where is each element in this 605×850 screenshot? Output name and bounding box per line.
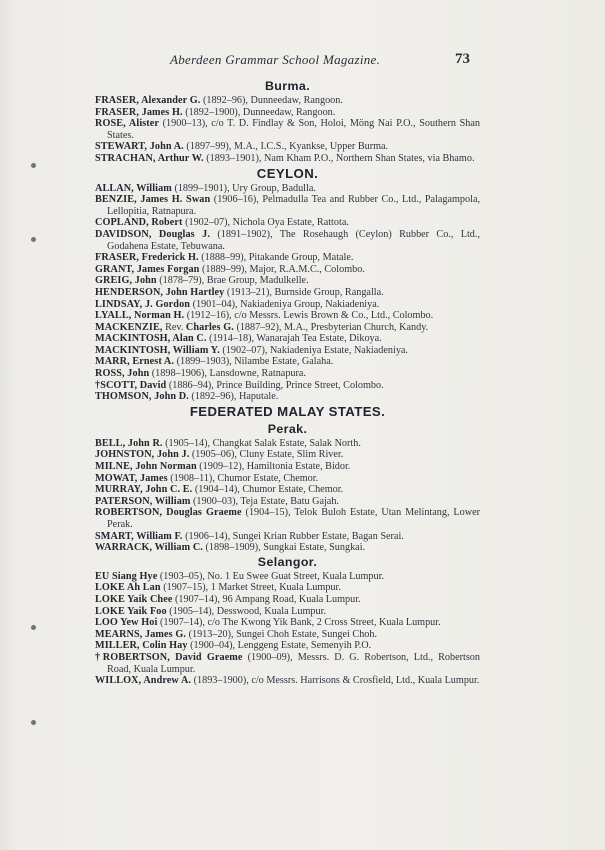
directory-entry [95, 299, 480, 311]
section-heading: Selangor. [257, 554, 318, 569]
directory-entry [95, 264, 480, 276]
directory-entry [95, 380, 480, 392]
page-number: 73 [455, 51, 470, 67]
entry-name: DAVIDSON, Douglas J. [95, 228, 211, 240]
directory-entry [95, 310, 480, 322]
entry-name: MILLER, Colin Hay [95, 640, 188, 652]
entry-details: Rev. [162, 321, 186, 333]
margin-mark [31, 163, 36, 168]
entry-name: †SCOTT, David [95, 379, 167, 391]
entry-name: Charles G. [185, 321, 234, 333]
entry-details: (1892–96), Haputale. [188, 391, 279, 403]
entry-name: MILNE, John Norman [95, 461, 197, 473]
entry-details: (1892–1900), Dunneedaw, Rangoon. [182, 106, 336, 118]
directory-entry [95, 473, 480, 485]
entry-details: (1903–05), No. 1 Eu Swee Guat Street, Kuala Lumpur. [157, 570, 384, 582]
directory-entry [95, 322, 480, 334]
directory-entry [95, 582, 480, 594]
entry-details: (1900–03), Teja Estate, Batu Gajah. [190, 495, 339, 507]
entry-details: (1900–04), Lenggeng Estate, Semenyih P.O. [187, 640, 372, 652]
entry-details: (1914–18), Wanarajah Tea Estate, Dikoya. [206, 333, 382, 345]
entry-name: MOWAT, James [95, 472, 168, 484]
directory-entry [95, 252, 480, 264]
entry-name: FRASER, Alexander G. [95, 95, 201, 106]
directory-entry [95, 629, 480, 641]
entry-details: (1900–13), c/o T. D. Findlay & Son, Holoi, Möng Nai P.O., Southern Shan States. [107, 118, 480, 141]
entry-name: SMART, William F. [95, 530, 183, 542]
margin-mark [31, 625, 36, 630]
entry-name: GRANT, James Forgan [95, 263, 200, 275]
entry-details: (1898–1909), Sungkai Estate, Sungkai. [202, 542, 366, 554]
directory-entry [95, 542, 480, 554]
directory-entry [95, 229, 480, 252]
entry-name: JOHNSTON, John J. [95, 449, 190, 461]
entry-name: LOKE Yaik Chee [95, 593, 173, 605]
entry-name: ROSS, John [95, 368, 150, 380]
entry-details: (1913–21), Burnside Group, Rangalla. [224, 286, 384, 298]
page-header [0, 52, 605, 70]
entry-name: STEWART, John A. [95, 141, 184, 153]
entry-name: †ROBERTSON, David Graeme [95, 651, 243, 663]
entry-details: (1899–1901), Ury Group, Badulla. [171, 182, 316, 194]
entry-name: WILLOX, Andrew A. [95, 675, 192, 687]
entry-name: EU Siang Hye [95, 570, 158, 582]
entry-name: COPLAND, Robert [95, 217, 183, 229]
entry-name: WARRACK, William C. [95, 542, 203, 554]
entry-name: ROBERTSON, Douglas Graeme [95, 507, 242, 519]
entry-name: MACKINTOSH, Alan C. [95, 333, 207, 345]
directory-entry [95, 438, 480, 450]
entry-name: BENZIE, James H. Swan [95, 194, 211, 206]
directory-entry [95, 194, 480, 217]
entry-details: (1904–15), Telok Buloh Estate, Utan Melintang, Lower Perak. [107, 507, 480, 530]
directory-entry [95, 141, 480, 153]
section [95, 403, 480, 421]
directory-entry [95, 368, 480, 380]
section [95, 165, 480, 403]
magazine-title: Aberdeen Grammar School Magazine. [170, 52, 381, 67]
entry-details: (1902–07), Nichola Oya Estate, Rattota. [182, 217, 349, 229]
entry-name: MACKENZIE, [95, 321, 163, 333]
entry-details: (1892–96), Dunneedaw, Rangoon. [200, 95, 343, 106]
entry-name: LINDSAY, J. Gordon [95, 298, 191, 310]
directory-entry [95, 484, 480, 496]
entry-details: (1888–99), Pitakande Group, Matale. [198, 252, 354, 264]
entry-details: (1900–09), Messrs. D. G. Robertson, Ltd., Robertson Road, Kuala Lumpur. [107, 651, 480, 675]
section-heading: Perak. [267, 421, 308, 436]
directory-entry [95, 107, 480, 119]
directory-entry [95, 217, 480, 229]
entry-details: (1899–1903), Nilambe Estate, Galaha. [174, 356, 334, 368]
entry-details: (1898–1906), Lansdowne, Ratnapura. [149, 368, 306, 380]
entry-details: (1891–1902), The Rosehaugh (Ceylon) Rubber Co., Ltd., Godahena Estate, Tebuwana. [107, 228, 480, 252]
section [95, 421, 480, 554]
entry-details: (1913–20), Sungei Choh Estate, Sungei Choh. [186, 628, 378, 640]
entry-details: (1908–11), Chumor Estate, Chemor. [167, 472, 319, 484]
entry-details: (1906–14), Sungei Krian Rubber Estate, Bagan Serai. [182, 530, 404, 542]
margin-mark [31, 237, 36, 242]
entry-details: (1897–99), M.A., I.C.S., Kyankse, Upper Burma. [183, 141, 389, 153]
entry-details: (1901–04), Nakiadeniya Group, Nakiadeniya. [190, 298, 380, 310]
entry-details: (1904–14), Chumor Estate, Chemor. [192, 484, 344, 496]
directory-entry [95, 333, 480, 345]
section [95, 78, 480, 165]
entry-name: FRASER, James H. [95, 106, 183, 118]
directory-entry [95, 617, 480, 629]
directory-entry [95, 356, 480, 368]
directory-entry [95, 345, 480, 357]
directory-entry [95, 391, 480, 403]
margin-mark [31, 720, 36, 725]
entry-details: (1905–06), Cluny Estate, Slim River. [189, 449, 344, 461]
entry-details: (1902–07), Nakiadeniya Estate, Nakiadeniya. [219, 344, 408, 356]
directory-entry [95, 675, 480, 687]
entry-details: (1878–79), Brae Group, Madulkelle. [156, 275, 309, 287]
directory-entry [95, 449, 480, 461]
directory-entry [95, 571, 480, 583]
section-heading: FEDERATED MALAY STATES. [189, 403, 386, 419]
entry-name: ROSE, Alister [95, 118, 160, 130]
entry-name: LOKE Ah Lan [95, 582, 161, 594]
entry-details: (1905–14), Changkat Salak Estate, Salak North. [162, 437, 361, 449]
entry-details: (1893–1900), c/o Messrs. Harrisons & Crosfield, Ltd., Kuala Lumpur. [191, 675, 480, 687]
entry-details: (1886–94), Prince Building, Prince Street, Colombo. [166, 379, 384, 391]
entry-name: ALLAN, William [95, 182, 172, 194]
directory-entry [95, 183, 480, 195]
entry-details: (1889–99), Major, R.A.M.C., Colombo. [199, 263, 365, 275]
directory-entry [95, 118, 480, 141]
entry-name: MACKINTOSH, William Y. [95, 344, 220, 356]
directory-list [95, 78, 480, 687]
directory-entry [95, 95, 480, 107]
entry-name: FRASER, Frederick H. [95, 252, 199, 264]
entry-details: (1905–14), Desswood, Kuala Lumpur. [166, 605, 326, 617]
entry-name: BELL, John R. [95, 437, 163, 449]
directory-entry [95, 496, 480, 508]
entry-details: (1907–14), c/o The Kwong Yik Bank, 2 Cross Street, Kuala Lumpur. [157, 617, 441, 629]
directory-entry [95, 640, 480, 652]
entry-name: MARR, Ernest A. [95, 356, 175, 368]
section [95, 554, 480, 687]
directory-entry [95, 287, 480, 299]
section-heading: CEYLON. [256, 165, 319, 181]
directory-entry [95, 275, 480, 287]
entry-name: LYALL, Norman H. [95, 310, 185, 322]
entry-name: THOMSON, John D. [95, 391, 189, 403]
entry-name: MURRAY, John C. E. [95, 484, 193, 496]
directory-entry [95, 507, 480, 530]
entry-details: (1907–14), 96 Ampang Road, Kuala Lumpur. [172, 593, 361, 605]
entry-name: LOKE Yaik Foo [95, 605, 167, 617]
entry-name: STRACHAN, Arthur W. [95, 152, 204, 164]
entry-details: (1893–1901), Nam Kham P.O., Northern Shan States, via Bhamo. [203, 152, 475, 164]
directory-entry [95, 461, 480, 473]
directory-entry [95, 594, 480, 606]
section-heading: Burma. [264, 79, 311, 93]
entry-name: HENDERSON, John Hartley [95, 286, 225, 298]
directory-entry [95, 652, 480, 675]
entry-details: (1907–15), 1 Market Street, Kuala Lumpur. [160, 582, 341, 594]
entry-name: MEARNS, James G. [95, 628, 187, 640]
entry-details: (1887–92), M.A., Presbyterian Church, Kandy. [233, 321, 429, 333]
entry-details: (1909–12), Hamiltonia Estate, Bidor. [196, 461, 351, 473]
entry-details: (1912–16), c/o Messrs. Lewis Brown & Co., Ltd., Colombo. [184, 310, 434, 322]
entry-details: (1906–16), Pelmadulla Tea and Rubber Co., Ltd., Palagampola, Lellopitia, Ratnapura. [107, 194, 481, 217]
entry-name: LOO Yew Hoi [95, 617, 158, 629]
directory-entry [95, 153, 480, 165]
entry-name: GREIG, John [95, 275, 157, 287]
entry-name: PATERSON, William [95, 495, 191, 507]
directory-entry [95, 531, 480, 543]
directory-entry [95, 606, 480, 618]
